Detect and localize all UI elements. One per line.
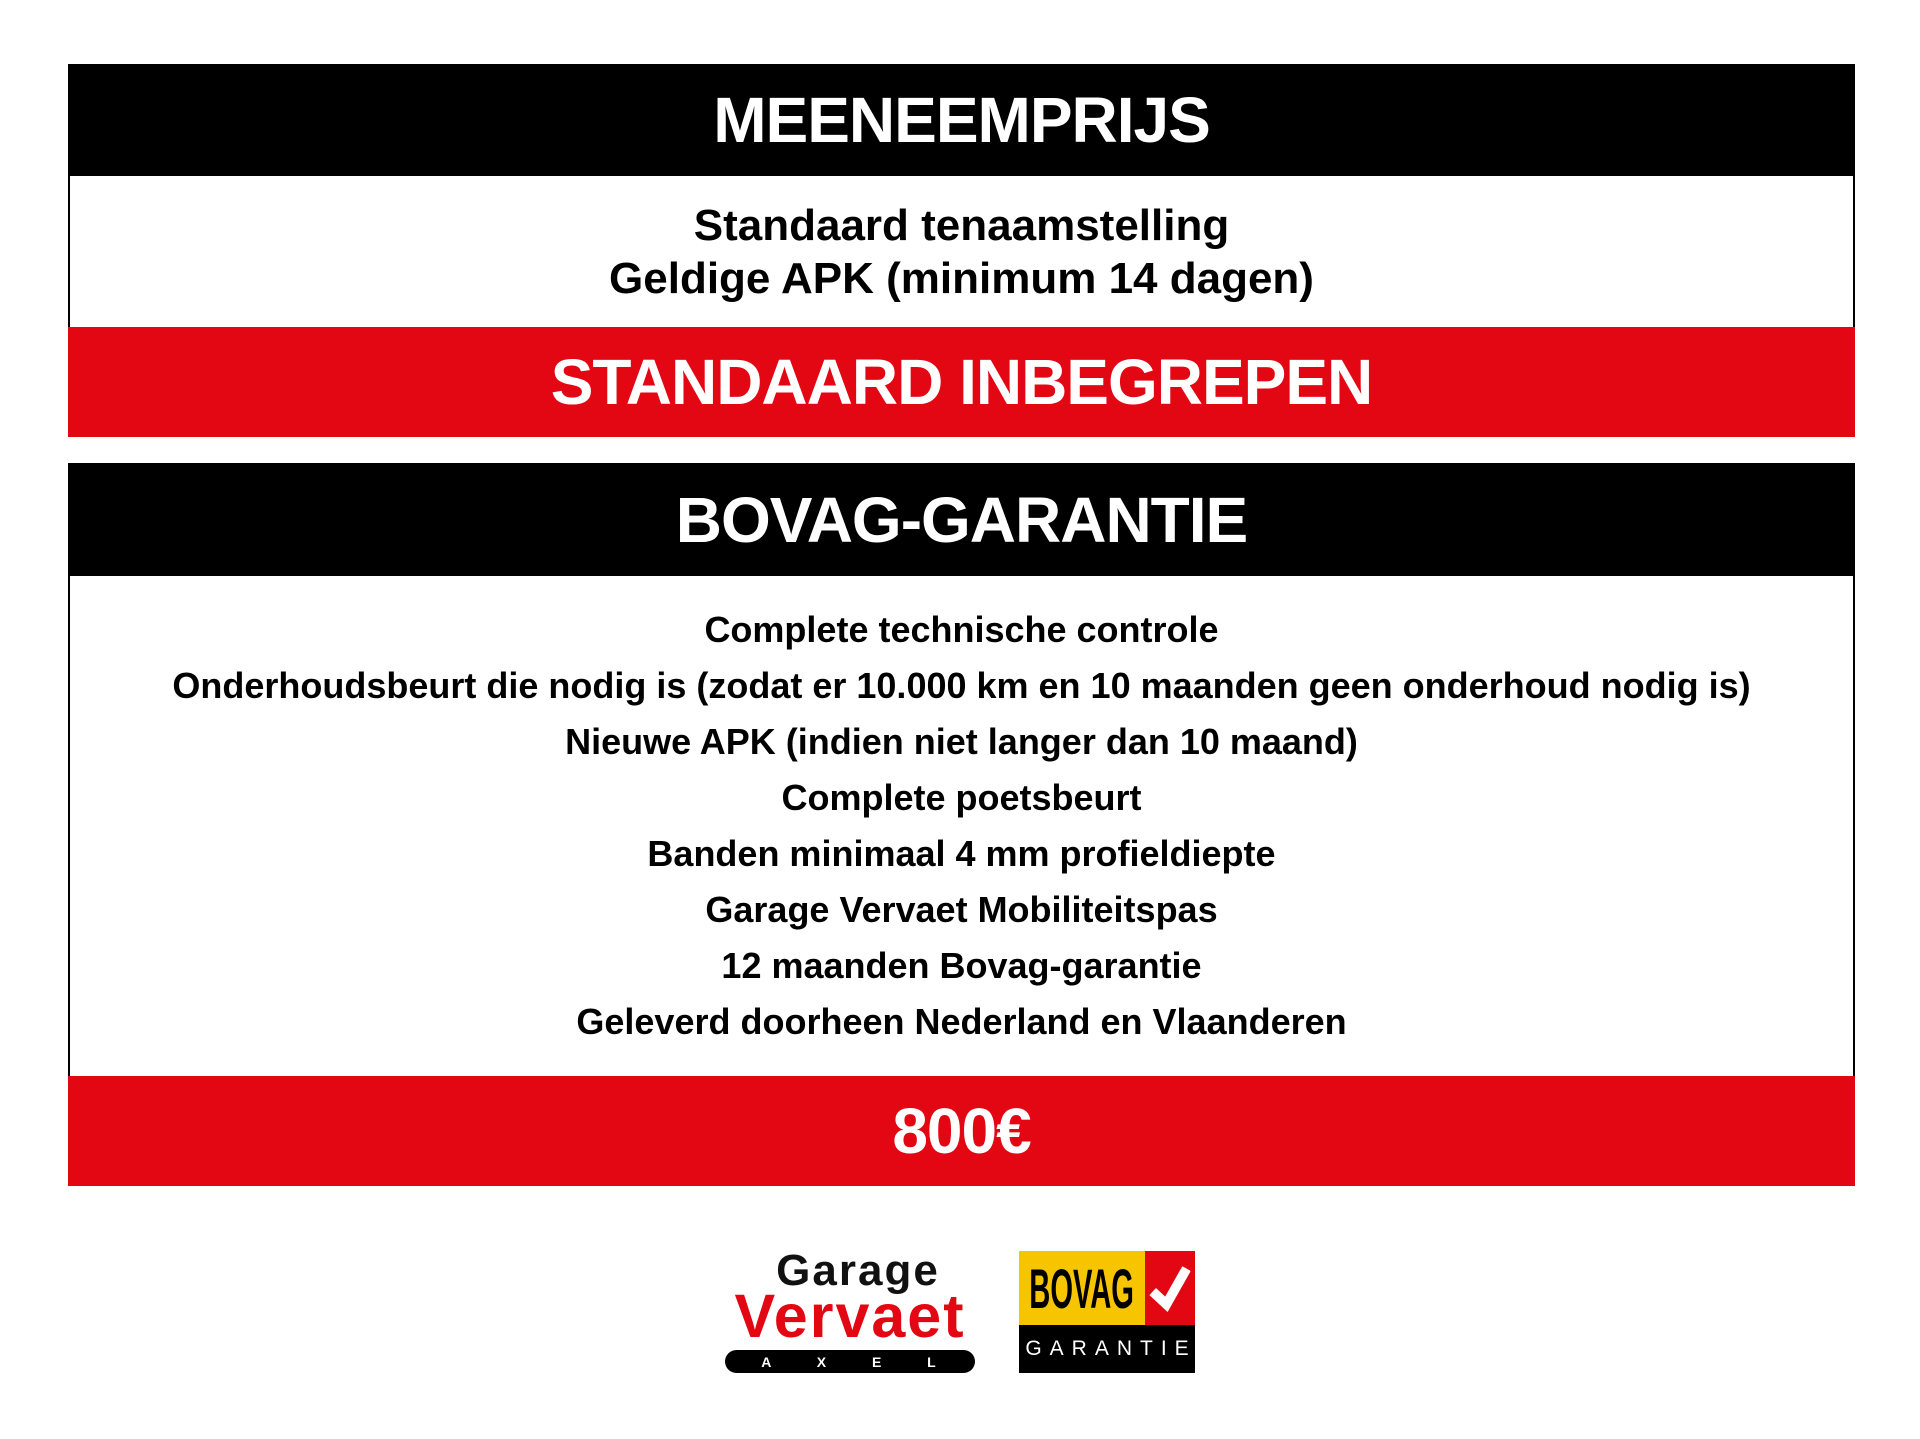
meeneemprijs-body xyxy=(68,176,1855,327)
price-label: 800€ xyxy=(892,1095,1031,1167)
garantie-item: Nieuwe APK (indien niet langer dan 10 maand) xyxy=(565,721,1358,762)
bovag-logo-sub-strip xyxy=(1019,1325,1195,1373)
top-margin xyxy=(0,0,1920,64)
bovag-garantie-title: BOVAG-GARANTIE xyxy=(675,483,1248,556)
garantie-item: Banden minimaal 4 mm profieldiepte xyxy=(647,833,1276,874)
garage-vervaet-logo-line1: Garage xyxy=(776,1246,940,1295)
bovag-logo-wordmark: BOVAG xyxy=(1029,1256,1135,1320)
standaard-inbegrepen-banner xyxy=(68,327,1855,437)
garantie-item: Geleverd doorheen Nederland en Vlaanderen xyxy=(576,1001,1347,1042)
bovag-logo-red-block xyxy=(1145,1251,1195,1325)
garantie-item: Garage Vervaet Mobiliteitspas xyxy=(705,889,1218,930)
bovag-garantie-logo xyxy=(1019,1251,1195,1373)
garantie-item: Onderhoudsbeurt die nodig is (zodat er 10.000 km en 10 maanden geen onderhoud nodig is) xyxy=(172,665,1751,706)
garantie-item: 12 maanden Bovag-garantie xyxy=(721,945,1202,986)
meeneemprijs-item: Geldige APK (minimum 14 dagen) xyxy=(609,253,1314,303)
bovag-logo-yellow-block xyxy=(1019,1251,1145,1325)
bovag-garantie-body xyxy=(68,576,1855,1076)
standaard-inbegrepen-label: STANDAARD INBEGREPEN xyxy=(550,346,1373,418)
cards-gap xyxy=(0,437,1920,463)
meeneemprijs-header-bar xyxy=(68,64,1855,176)
garage-vervaet-logo-line2: Vervaet xyxy=(734,1282,966,1350)
bovag-logo-top xyxy=(1019,1251,1195,1325)
logos-gap xyxy=(0,1186,1920,1251)
garantie-item: Complete technische controle xyxy=(704,609,1219,650)
axel-badge-label: A X E L xyxy=(761,1353,957,1370)
meeneemprijs-title: MEENEEMPRIJS xyxy=(713,84,1210,156)
check-icon xyxy=(1145,1259,1194,1317)
bovag-garantie-header-bar xyxy=(68,463,1855,576)
bovag-garantie-card xyxy=(68,463,1855,1186)
garage-vervaet-logo xyxy=(725,1246,975,1373)
meeneemprijs-card xyxy=(68,64,1855,437)
meeneemprijs-item: Standaard tenaamstelling xyxy=(693,200,1230,250)
garantie-item: Complete poetsbeurt xyxy=(781,777,1142,818)
logos-row xyxy=(0,1246,1920,1373)
bovag-logo-sub-label: GARANTIE xyxy=(1025,1337,1197,1360)
price-banner xyxy=(68,1076,1855,1186)
axel-badge xyxy=(725,1350,975,1373)
